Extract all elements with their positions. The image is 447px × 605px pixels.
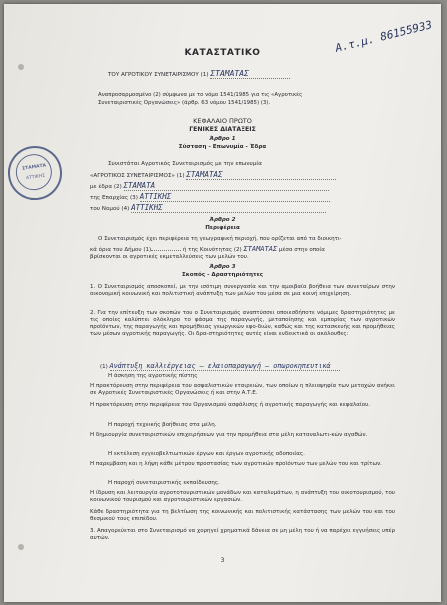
article-3-para-3: 3. Απαγορεύεται στο Συνεταιρισμό να χορηγεί χρηματικά δάνεια σε μη μέλη του ή να παρέχει εγγυήσεις υπέρ αυτών. — [90, 528, 395, 542]
document-title: ΚΑΤΑΣΤΑΤΙΚΟ — [184, 48, 261, 58]
activity-para-8: Η παρεμβαση και η λήψη κάθε μέτρου προστασίας των αγροτικών προϊόντων των μελών του και τρίτων. — [90, 461, 382, 467]
article-2-number: Άρθρο 2 — [209, 217, 236, 223]
article-3-title: Σκοπός - Δραστηριότητες — [181, 272, 264, 278]
official-stamp: ΣΤΑΜΑΤΑ ΑΤΤΙΚΗΣ — [5, 143, 66, 204]
intro-text-1: Αναπροσαρμοσμένο (2) σύμφωνα με το νόμο 1541/1985 για τις «Αγροτικές — [98, 92, 303, 98]
activity-item-1: (1) Ανάπτυξη καλλιέργειας – ελαιοπαραγωγή – οπωροκηπευτικά — [100, 362, 340, 371]
chapter-heading: ΚΕΦΑΛΑΙΟ ΠΡΩΤΟ — [193, 117, 252, 125]
article-1-line-5: του Νομού (4) ΑΤΤΙΚΗΣ — [90, 203, 326, 213]
article-2-title: Περιφέρεια — [205, 225, 240, 231]
handwritten-annotation: Α.τ.μ. 86155933 — [333, 18, 434, 55]
article-1-line-3: με έδρα (2) ΣΤΑΜΑΤΑ — [90, 181, 329, 191]
activity-para-9: Η παροχή συνεταιριστικής εκπαίδευσης. — [108, 480, 220, 486]
article-1-title: Σύσταση - Επωνυμία - Έδρα — [178, 144, 267, 150]
activity-para-5: Η παροχή τεχνικής βοήθειας στα μέλη. — [108, 422, 217, 428]
activity-para-11: Κάθε δραστηριότητα για τη βελτίωση της κοινωνικής και πολιτιστικής κατάστασης των μελών του και του θεσμικού τους επιπέδου. — [90, 509, 395, 523]
article-2-text-1: Ο Συνεταιρισμός έχει περιφέρεια τη γεωγραφική περιοχή, που ορίζεται από τα διοικητι- — [98, 236, 342, 242]
document-page — [4, 4, 441, 602]
article-1-line-2: «ΑΓΡΟΤΙΚΟΣ ΣΥΝΕΤΑΙΡΙΣΜΟΣ» (1) ΣΤΑΜΑΤΑΣ — [90, 170, 336, 180]
article-2-text-2: κά όρια του Δήμου (1) ή της Κοινότητας (2) ΣΤΑΜΑΤΑΣ μέσα στην οποία — [90, 245, 325, 253]
activity-para-3: Η πρακτόρευση στην περιφέρεια του ασφαλιστικών εταιρειών, των οποίων η πλειοψηφία των μετοχών ανήκει σε Αγροτικές Συνεταιριστικές Οργανώσεις ή και στην Α.Τ.Ε. — [90, 383, 395, 397]
activity-para-10: Η ίδρυση και λειτουργία αγροτοτουριστικών μονάδων και καταλυμάτων, η ανάπτυξη του οικοτουρισμού, του κοινωνικού τουρισμού και αγροτουριστικών εργασιών. — [90, 490, 395, 504]
activity-para-6: Η δημιουργία συνεταιριστικών επιχειρήσεων για την προμήθεια στα μέλη καταναλωτι-κών αγαθών. — [90, 432, 368, 438]
article-3-number: Άρθρο 3 — [209, 264, 236, 270]
chapter-subheading: ΓΕΝΙΚΕΣ ΔΙΑΤΑΞΕΙΣ — [189, 126, 256, 133]
activity-para-4: Η πρακτόρευση στην περιφέρεια του Οργανισμού ασφάλισης ή αγροτικής παραγωγής και κεφαλαίου. — [90, 402, 371, 408]
union-line: ΤΟΥ ΑΓΡΟΤΙΚΟΥ ΣΥΝΕΤΑΙΡΙΣΜΟΥ (1) ΣΤΑΜΑΤΑΣ — [108, 69, 290, 79]
article-1-number: Άρθρο 1 — [209, 136, 236, 142]
article-1-line-4: της Επαρχίας (3) ΑΤΤΙΚΗΣ — [90, 192, 330, 202]
page-number: 3 — [220, 557, 225, 564]
article-3-para-2: 2. Για την επίτευξη των σκοπών του ο Συνεταιρισμός αναπτύσσει οποιεσδήποτε νόμιμες δραστηριότητες με τις οποίες καλύπτει ολόκληρο το φάσμα της παραγωγής, μεταποίησης και εμπορίας των αγροτικών προϊόντων, της παραγωγής και προμήθειας γεωργικών εφο-διών, καθώς και της κατασκευής και προμήθειας των μέσων αγροτικής παραγωγής. Οι δρα-στηριότητες αυτές είναι ενδεικτικά οι ακόλουθες: — [90, 310, 395, 338]
article-1-line-1: Συνιστάται Αγροτικός Συνεταιρισμός με την επωνυμία — [108, 161, 262, 167]
intro-text-2: Συνεταιριστικές Οργανώσεις» (άρθρ. 63 νόμου 1541/1985) (3). — [98, 100, 271, 106]
article-3-para-1: 1. Ο Συνεταιρισμός αποσκοπεί, με την ισότιμη συνεργασία και την αμοιβαία βοήθεια των συνεταίρων στην οικονομική κοινωνική και πολιτιστική ανάπτυξη των μελών του μέσα σε μια κοινή επιχείρηση. — [90, 284, 395, 298]
article-2-text-3: βρίσκονται οι αγροτικές εκμεταλλεύσεις των μελών του. — [90, 254, 249, 260]
activity-para-7: Η εκτέλεση εγγειοβελτιωτικών έργων και έργων αγροτικής οδοποιίας. — [108, 451, 305, 457]
activity-item-2: Η άσκηση της αγροτικής πίστης — [108, 373, 198, 379]
